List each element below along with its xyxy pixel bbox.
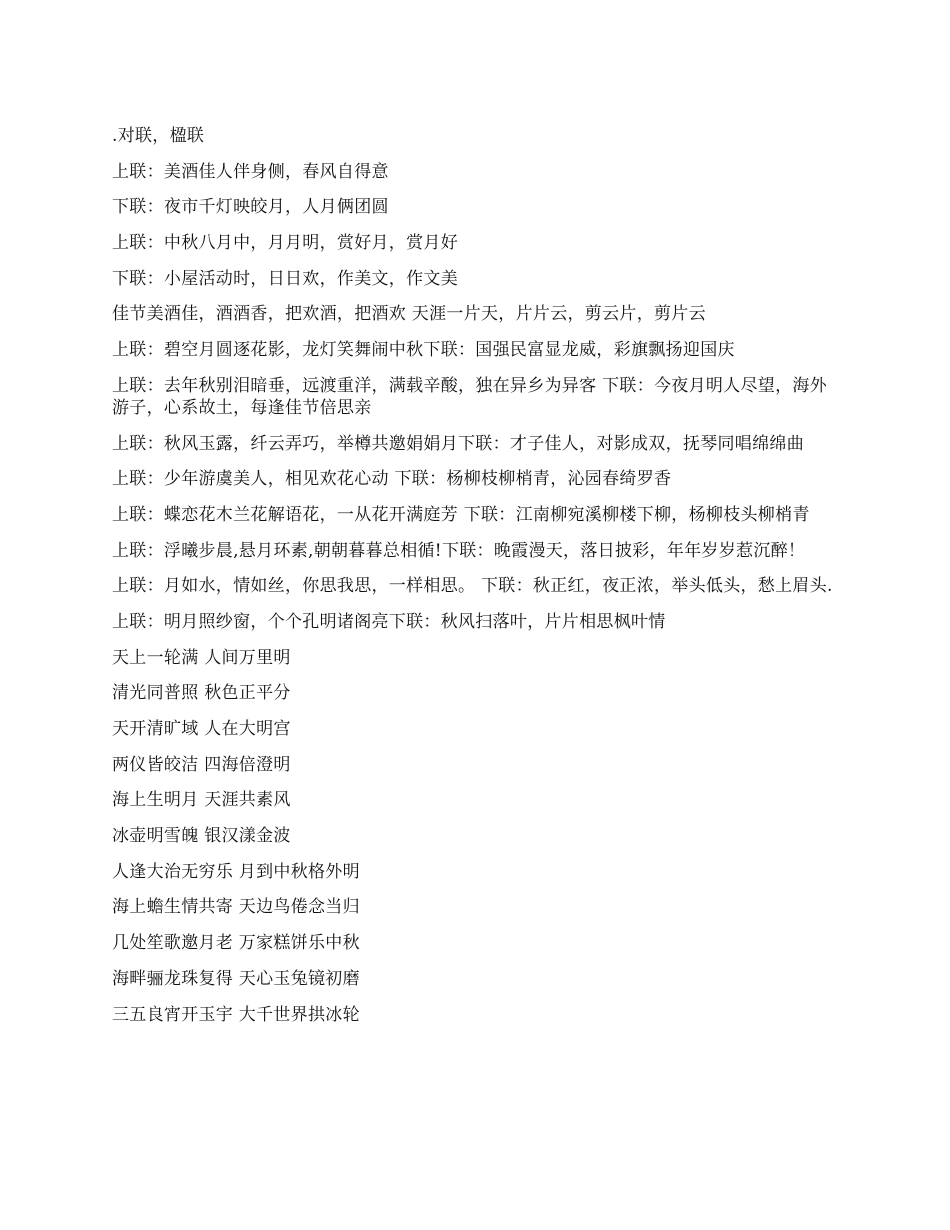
heading-line: .对联，楹联 <box>112 126 205 146</box>
couplet-line: 人逢大治无穷乐 月到中秋格外明 <box>112 861 360 882</box>
couplet-line: 上联：明月照纱窗，个个孔明诸阁亮下联：秋风扫落叶，片片相思枫叶情 <box>112 611 666 632</box>
couplet-line: 上联：月如水，情如丝，你思我思，一样相思。 下联：秋正红，夜正浓，举头低头，愁上眉头. <box>112 576 833 597</box>
couplet-line: 三五良宵开玉宇 大千世界拱冰轮 <box>112 1004 360 1025</box>
couplet-line: 两仪皆皎洁 四海倍澄明 <box>112 754 291 775</box>
couplet-line: 下联：夜市千灯映皎月，人月俩团圆 <box>112 197 389 218</box>
couplet-line: 天开清旷域 人在大明宫 <box>112 719 291 739</box>
document-body <box>112 125 842 1039</box>
couplet-line: 上联：碧空月圆逐花影，龙灯笑舞闹中秋下联：国强民富显龙威，彩旗飘扬迎国庆 <box>112 340 735 361</box>
couplet-line: 上联：秋风玉露，纤云弄巧，举樽共邀娟娟月下联：才子佳人，对影成双，抚琴同唱绵绵曲 <box>112 433 804 454</box>
couplet-line: 海上生明月 天涯共素风 <box>112 790 291 811</box>
couplet-line: 海畔骊龙珠复得 天心玉兔镜初磨 <box>112 968 360 989</box>
couplet-line: 上联：美酒佳人伴身侧，春风自得意 <box>112 161 389 182</box>
couplet-line: 上联：浮曦步晨,悬月环素,朝朝暮暮总相循!下联：晚霞漫天，落日披彩，年年岁岁惹沉醉！ <box>112 540 806 561</box>
couplet-line: 几处笙歌邀月老 万家糕饼乐中秋 <box>112 933 360 954</box>
couplet-line: 上联：去年秋别泪暗垂，远渡重洋，满载辛酸，独在异乡为异客 下联：今夜月明人尽望，海外游子，心系故土，每逢佳节倍思亲 <box>112 375 828 418</box>
couplet-line: 冰壶明雪魄 银汉漾金波 <box>112 826 291 847</box>
couplet-line: 上联：少年游虞美人，相见欢花心动 下联：杨柳枝柳梢青，沁园春绮罗香 <box>112 469 672 490</box>
couplet-line: 下联：小屋活动时，日日欢，作美文，作文美 <box>112 268 458 289</box>
couplet-line: 天上一轮满 人间万里明 <box>112 647 291 668</box>
couplet-line: 佳节美酒佳，酒酒香，把欢酒，把酒欢 天涯一片天，片片云，剪云片，剪片云 <box>112 304 706 325</box>
couplet-line: 清光同普照 秋色正平分 <box>112 683 291 704</box>
couplet-line: 上联：中秋八月中，月月明，赏好月，赏月好 <box>112 233 458 254</box>
couplet-line: 上联：蝶恋花木兰花解语花，一从花开满庭芳 下联：江南柳宛溪柳楼下柳，杨柳枝头柳梢青 <box>112 504 810 525</box>
couplet-line: 海上蟾生情共寄 天边鸟倦念当归 <box>112 897 360 918</box>
